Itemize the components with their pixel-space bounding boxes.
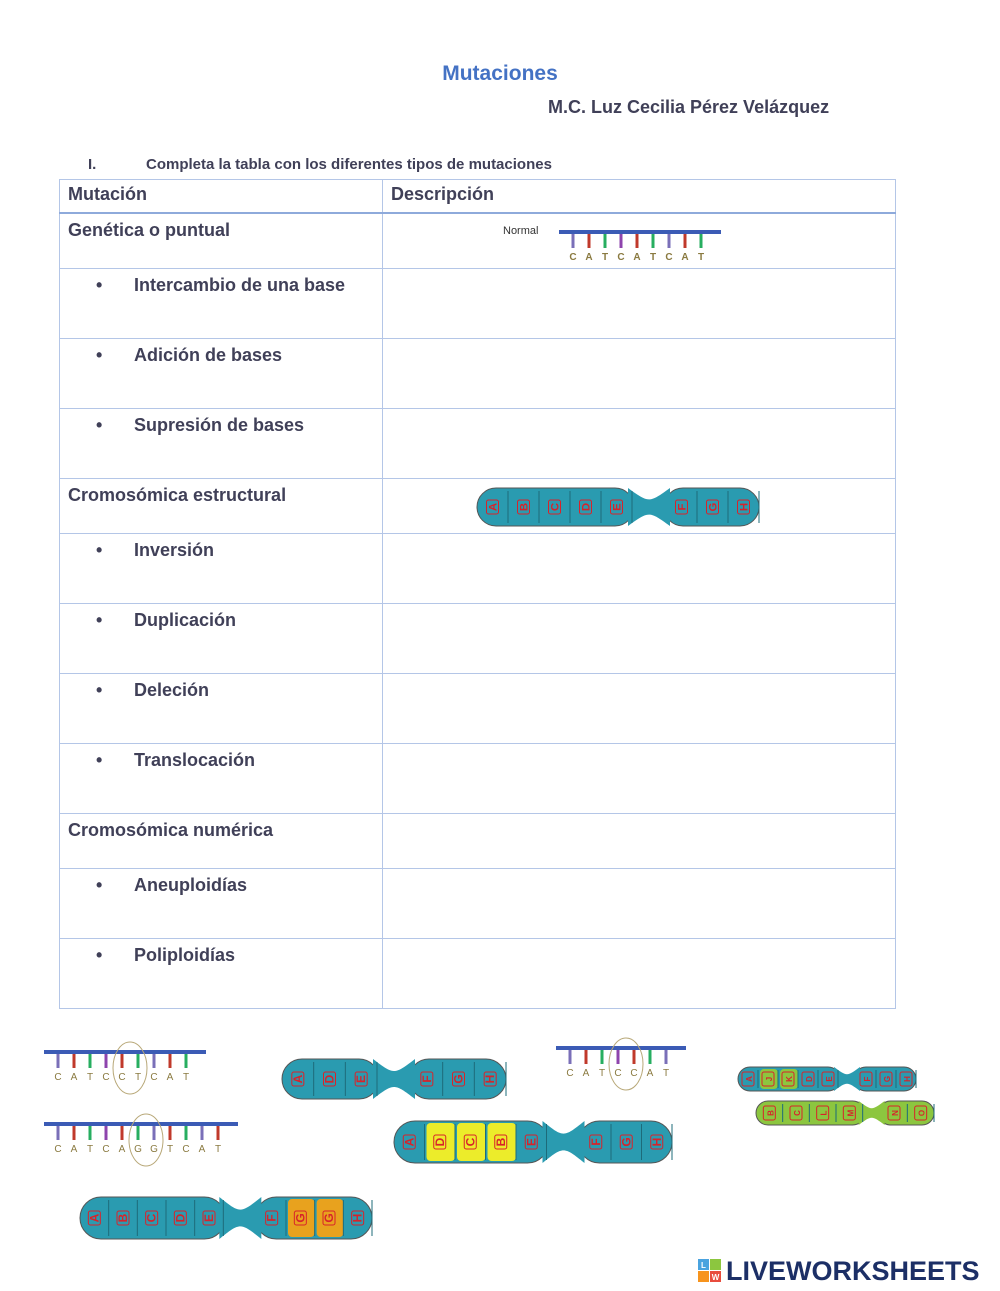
dna-base-stick [633,1050,636,1064]
bullet-icon: • [96,275,103,295]
gene-letter: G [707,502,720,512]
gene-letter: L [819,1110,829,1116]
gene-letter: F [676,503,689,511]
description-drop-zone[interactable] [383,339,896,409]
gene-letter: A [87,1213,102,1223]
dna-deletion-draggable[interactable] [552,1036,704,1092]
description-drop-zone[interactable] [383,269,896,339]
description-drop-zone[interactable] [383,744,896,814]
dna-base-stick [137,1126,140,1140]
dna-base-stick [137,1054,140,1068]
gene-letter: D [432,1137,447,1147]
description-drop-zone[interactable] [383,409,896,479]
dna-base-stick [89,1126,92,1140]
liveworksheets-logo-icon [698,1259,722,1290]
dna-base-stick [636,234,639,248]
dna-base-stick [169,1054,172,1068]
dna-base-letter: C [118,1072,126,1083]
dna-base-stick [169,1126,172,1140]
dna-base-stick [569,1050,572,1064]
dna-base-letter: T [601,252,609,262]
dna-base-letter: G [150,1144,158,1155]
gene-letter: A [487,502,500,512]
mutation-table [59,179,896,1009]
dna-base-letter: C [150,1072,158,1083]
dna-base-stick [201,1126,204,1140]
dna-base-stick [617,1050,620,1064]
chromosome-normal-image [473,485,763,529]
dna-base-letter: A [70,1072,78,1083]
gene-letter: J [765,1076,774,1082]
gene-letter: A [290,1074,305,1084]
gene-letter: G [619,1137,634,1147]
dna-base-letter: T [166,1144,174,1155]
dna-base-stick [185,1054,188,1068]
dna-base-stick [73,1054,76,1068]
dna-base-letter: A [70,1144,78,1155]
gene-letter: H [903,1076,912,1082]
dna-base-stick [684,234,687,248]
dna-base-letter: C [54,1144,62,1155]
dna-base-stick [217,1126,220,1140]
instruction [88,156,552,173]
row-label: Cromosómica numérica [60,814,383,869]
gene-letter: E [354,1074,369,1084]
dna-base-letter: C [566,1068,574,1079]
dna-base-letter: C [102,1072,110,1083]
row-label: Supresión de bases [134,415,305,435]
description-drop-zone[interactable] [383,939,896,1009]
chromosome-translocation-draggable-2[interactable] [752,1098,938,1128]
dna-base-stick [604,234,607,248]
chromosome-centromere [373,1059,415,1099]
gene-letter: B [518,502,531,512]
dna-backbone [44,1122,238,1126]
gene-letter: E [202,1213,216,1223]
bullet-icon: • [96,945,103,965]
description-drop-zone[interactable] [383,869,896,939]
gene-letter: B [766,1110,776,1116]
dna-addition-draggable[interactable] [40,1112,260,1168]
dna-normal-image [555,220,745,262]
dna-base-letter: G [134,1144,142,1155]
liveworksheets-brand [698,1256,980,1290]
dna-base-letter: C [569,252,577,262]
chromosome-centromere [219,1197,261,1239]
gene-letter: H [350,1213,365,1223]
dna-base-letter: C [614,1068,622,1079]
gene-letter: F [419,1075,434,1083]
bullet-icon: • [96,875,103,895]
dna-base-letter: A [118,1144,126,1155]
dna-base-letter: C [182,1144,190,1155]
dna-base-letter: C [665,252,673,262]
dna-base-letter: A [681,252,689,262]
gene-letter: F [863,1076,872,1082]
description-drop-zone[interactable] [383,534,896,604]
chromosome-inversion-draggable[interactable] [390,1118,676,1166]
gene-letter: G [883,1075,892,1083]
gene-letter: C [549,502,562,512]
dna-base-letter: A [166,1072,174,1083]
mutation-highlight-ring [113,1042,147,1094]
bullet-icon: • [96,415,103,435]
gene-letter: G [322,1213,336,1223]
dna-base-letter: A [585,252,593,262]
dna-base-letter: T [86,1072,94,1083]
dna-base-stick [57,1126,60,1140]
chromosome-centromere [543,1121,585,1163]
gene-letter: D [322,1074,337,1084]
dna-base-letter: C [630,1068,638,1079]
dna-base-letter: T [598,1068,606,1079]
row-label: Duplicación [134,610,237,630]
instruction-text: Completa la tabla con los diferentes tipos de mutaciones [146,156,552,173]
gene-letter: F [588,1138,603,1146]
logo-letter: L [701,1261,706,1270]
dna-base-letter: T [86,1144,94,1155]
gene-letter: O [917,1109,927,1117]
gene-letter: F [264,1214,279,1222]
bullet-icon: • [96,750,103,770]
gene-letter: B [116,1213,130,1223]
description-drop-zone[interactable] [383,604,896,674]
chromosome-deletion-draggable[interactable] [278,1056,510,1102]
gene-letter: G [293,1213,308,1223]
dna-base-stick [649,1050,652,1064]
dna-base-stick [153,1126,156,1140]
description-drop-zone[interactable] [383,674,896,744]
row-label: Adición de bases [134,345,283,365]
dna-backbone [559,230,721,234]
row-label: Inversión [134,540,215,560]
gene-letter: H [738,502,751,512]
gene-letter: C [144,1213,159,1223]
bullet-icon: • [96,610,103,630]
gene-letter: D [580,502,593,512]
gene-letter: E [825,1076,834,1082]
dna-base-letter: C [54,1072,62,1083]
dna-base-stick [105,1126,108,1140]
dna-base-letter: T [697,252,705,262]
dna-backbone [556,1046,686,1050]
gene-letter: G [451,1074,466,1084]
gene-letter: H [483,1074,498,1084]
dna-base-letter: T [134,1072,142,1083]
normal-label: Normal [503,225,539,237]
bullet-icon: • [96,540,103,560]
instruction-number: I. [88,156,97,173]
gene-letter: C [463,1137,478,1147]
bullet-icon: • [96,680,103,700]
description-drop-zone[interactable] [383,814,896,869]
header-mutacion: Mutación [60,180,383,214]
chromosome-duplication-draggable[interactable] [76,1194,376,1242]
gene-letter: K [785,1076,794,1082]
dna-base-stick [700,234,703,248]
gene-letter: D [173,1213,188,1223]
gene-letter: N [891,1110,900,1116]
row-label: Cromosómica estructural [60,479,383,534]
gene-letter: D [805,1076,814,1082]
header-descripcion: Descripción [383,180,896,214]
description-drop-zone[interactable] [383,479,896,534]
dna-base-stick [121,1126,124,1140]
dna-base-stick [73,1126,76,1140]
gene-letter: E [611,503,624,511]
gene-letter: M [846,1109,856,1117]
brand-name: LIVEWORKSHEETS [726,1256,980,1286]
author-name: M.C. Luz Cecilia Pérez Velázquez [548,97,830,117]
gene-letter: A [402,1137,417,1147]
dna-base-letter: T [662,1068,670,1079]
gene-letter: E [524,1137,539,1147]
dna-base-stick [665,1050,668,1064]
dna-base-stick [668,234,671,248]
dna-base-stick [588,234,591,248]
dna-base-letter: A [633,252,641,262]
dna-base-stick [57,1054,60,1068]
row-label: Intercambio de una base [134,275,346,295]
dna-base-letter: A [198,1144,206,1155]
gene-letter: H [649,1137,664,1147]
dna-base-stick [153,1054,156,1068]
dna-base-stick [652,234,655,248]
dna-base-letter: T [182,1072,190,1083]
logo-letter: W [711,1273,720,1282]
chromosome-translocation-draggable-1[interactable] [734,1064,920,1094]
dna-base-letter: T [214,1144,222,1155]
chromosome-centromere [628,488,670,526]
row-label: Poliploidías [134,945,236,965]
row-label: Deleción [134,680,210,700]
mutation-highlight-ring [129,1114,163,1166]
description-drop-zone[interactable] [383,213,896,269]
row-label: Translocación [134,750,256,770]
dna-base-letter: C [617,252,625,262]
dna-substitution-draggable[interactable] [40,1040,225,1096]
gene-letter: C [793,1110,802,1116]
dna-base-letter: A [646,1068,654,1079]
dna-base-stick [89,1054,92,1068]
page-title: Mutaciones [442,62,558,85]
dna-base-stick [572,234,575,248]
dna-base-letter: T [649,252,657,262]
dna-base-stick [185,1126,188,1140]
dna-base-letter: C [102,1144,110,1155]
dna-base-stick [601,1050,604,1064]
bullet-icon: • [96,345,103,365]
dna-base-letter: A [582,1068,590,1079]
row-label: Genética o puntual [60,213,383,269]
gene-letter: B [493,1137,508,1147]
dna-base-stick [620,234,623,248]
dna-base-stick [121,1054,124,1068]
gene-letter: A [745,1076,754,1082]
dna-base-stick [585,1050,588,1064]
row-label: Aneuploidías [134,875,248,895]
dna-backbone [44,1050,206,1054]
mutation-highlight-ring [609,1038,643,1090]
dna-base-stick [105,1054,108,1068]
